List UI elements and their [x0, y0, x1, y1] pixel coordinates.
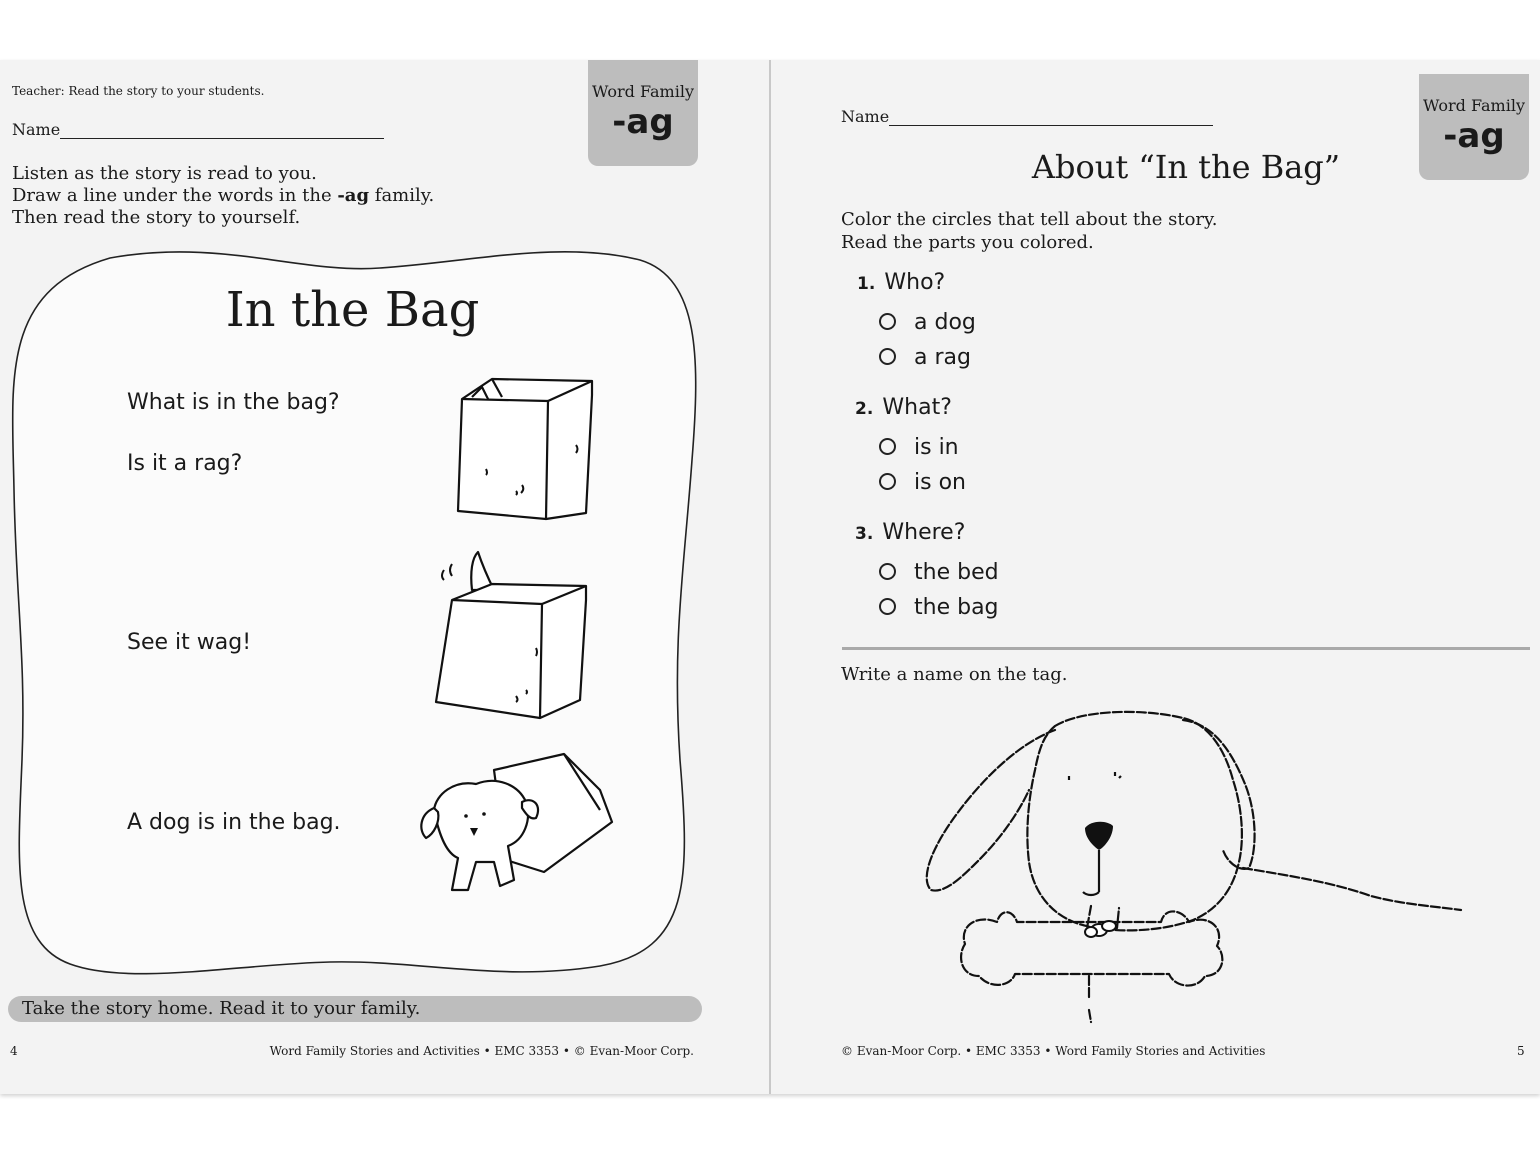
- question: [857, 270, 945, 295]
- answer-circle[interactable]: [879, 313, 896, 330]
- instruction-text: Draw a line under the words in the: [12, 185, 338, 206]
- instruction-line: Then read the story to yourself.: [12, 207, 301, 228]
- instruction-line: Color the circles that tell about the story.: [841, 209, 1218, 230]
- question-number: 1.: [857, 274, 876, 294]
- word-family-tab: [588, 60, 698, 166]
- instructions: [841, 208, 1218, 254]
- right-page: [771, 60, 1540, 1094]
- name-field[interactable]: [12, 120, 384, 139]
- paper-bag-illustration: [452, 375, 602, 523]
- answer-circle[interactable]: [879, 598, 896, 615]
- answer-circle[interactable]: [879, 438, 896, 455]
- answer-text: a dog: [914, 310, 976, 335]
- answer-circle[interactable]: [879, 473, 896, 490]
- instructions: [12, 163, 434, 229]
- name-underline[interactable]: [889, 111, 1213, 126]
- name-label: Name: [12, 120, 61, 139]
- instruction-line: Listen as the story is read to you.: [12, 163, 317, 184]
- word-family-name: -ag: [1443, 116, 1505, 156]
- word-family-name: -ag: [612, 102, 674, 142]
- answer-option[interactable]: [879, 470, 966, 495]
- book-spread: [0, 60, 1540, 1094]
- question-number: 3.: [855, 524, 874, 544]
- word-family-label: Word Family: [592, 82, 694, 101]
- question: [855, 395, 952, 420]
- name-label: Name: [841, 107, 890, 126]
- question-number: 2.: [855, 399, 874, 419]
- story-title: In the Bag: [225, 282, 480, 338]
- answer-text: a rag: [914, 345, 971, 370]
- answer-circle[interactable]: [879, 563, 896, 580]
- page-footer: © Evan-Moor Corp. • EMC 3353 • Word Family Stories and Activities: [841, 1044, 1266, 1058]
- answer-option[interactable]: [879, 560, 999, 585]
- section-divider: [842, 647, 1530, 650]
- instruction-line: Read the parts you colored.: [841, 232, 1094, 253]
- answer-circle[interactable]: [879, 348, 896, 365]
- word-family-label: Word Family: [1423, 96, 1525, 115]
- name-underline[interactable]: [60, 124, 384, 139]
- instruction-line: [12, 185, 434, 207]
- answer-text: the bag: [914, 595, 999, 620]
- answer-option[interactable]: [879, 310, 976, 335]
- page-title: About “In the Bag”: [1031, 148, 1341, 186]
- question: [855, 520, 965, 545]
- page-footer: Word Family Stories and Activities • EMC 3353 • © Evan-Moor Corp.: [269, 1044, 694, 1058]
- question-text: Where?: [882, 520, 966, 545]
- answer-option[interactable]: [879, 345, 971, 370]
- dog-in-bag-illustration: [414, 750, 619, 900]
- take-home-banner: [8, 996, 702, 1022]
- story-line: A dog is in the bag.: [127, 810, 341, 835]
- question-text: What?: [882, 395, 952, 420]
- name-field[interactable]: [841, 107, 1213, 126]
- answer-text: the bed: [914, 560, 999, 585]
- question-text: Who?: [884, 270, 946, 295]
- page-number: 4: [10, 1044, 18, 1058]
- left-page: [0, 60, 769, 1094]
- answer-option[interactable]: [879, 435, 959, 460]
- dog-with-tag-illustration: [921, 700, 1466, 1040]
- answer-text: is in: [914, 435, 959, 460]
- wagging-bag-illustration: [432, 550, 597, 722]
- take-home-text: Take the story home. Read it to your family.: [22, 998, 421, 1019]
- answer-option[interactable]: [879, 595, 999, 620]
- tag-instruction: Write a name on the tag.: [841, 664, 1068, 685]
- story-line: Is it a rag?: [127, 451, 243, 476]
- teacher-note: Teacher: Read the story to your students.: [12, 84, 265, 98]
- story-line: What is in the bag?: [127, 390, 340, 415]
- answer-text: is on: [914, 470, 966, 495]
- instruction-bold-family: -ag: [337, 185, 370, 206]
- instruction-text: family.: [369, 185, 435, 206]
- page-number: 5: [1517, 1044, 1525, 1058]
- story-line: See it wag!: [127, 630, 252, 655]
